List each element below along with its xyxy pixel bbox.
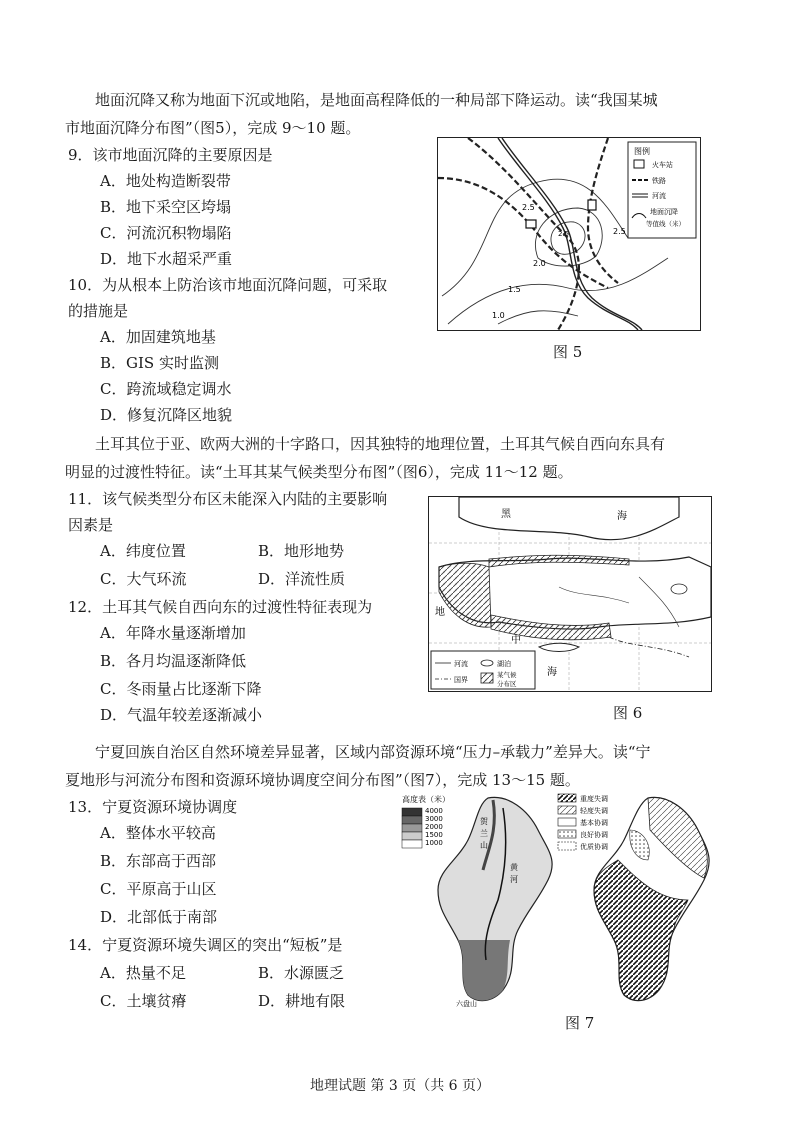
label-river: 河: [510, 875, 518, 884]
figure-5-caption: 图 5: [553, 343, 583, 361]
q13-option-d[interactable]: D．北部低于南部: [100, 908, 218, 926]
railway-line: [438, 178, 608, 288]
q13-option-a[interactable]: A．整体水平较高: [100, 824, 216, 842]
contour-label: 2.5: [522, 203, 535, 212]
contour-label: 2.5: [613, 227, 626, 236]
contour-line: [448, 258, 668, 324]
q10-stem-line2: 的措施是: [68, 302, 129, 320]
q12-option-b[interactable]: B．各月均温逐渐降低: [100, 652, 247, 670]
fig7-legend-good: 良好协调: [580, 831, 608, 839]
figure-7: [398, 790, 716, 1010]
black-sea-shape: [459, 497, 679, 540]
q14-stem: 14．宁夏资源环境失调区的突出“短板”是: [68, 936, 343, 954]
q14-option-d[interactable]: D．耕地有限: [258, 992, 346, 1010]
station-icon: [588, 200, 596, 210]
figure-5-map: [437, 137, 701, 331]
legend-lake-icon: [481, 660, 493, 666]
elev-swatch: [402, 832, 422, 840]
figure-6-map: [428, 496, 712, 692]
q9-option-d[interactable]: D．地下水超采严重: [100, 250, 233, 268]
q9-stem: 9．该市地面沉降的主要原因是: [68, 146, 273, 164]
elev-swatch: [402, 840, 422, 848]
q13-stem: 13．宁夏资源环境协调度: [68, 798, 238, 816]
intro1-line2: 市地面沉降分布图”（图5），完成 9～10 题。: [65, 119, 361, 137]
q11-option-d[interactable]: D．洋流性质: [258, 570, 346, 588]
fig6-legend-river: 河流: [454, 660, 468, 668]
label-black-sea-2: 海: [617, 511, 627, 522]
label-lan: 兰: [480, 829, 488, 838]
figure-5-svg: [438, 138, 700, 330]
q11-stem-line1: 11．该气候类型分布区未能深入内陆的主要影响: [68, 490, 388, 508]
contour-label: 1.0: [492, 311, 505, 320]
climate-area: [439, 563, 491, 627]
q9-option-a[interactable]: A．地处构造断裂带: [100, 172, 231, 190]
q10-option-a[interactable]: A．加固建筑地基: [100, 328, 216, 346]
fig7-legend-excellent: 优质协调: [580, 843, 608, 851]
legend-severe-icon: [558, 794, 576, 802]
elev-swatch: [402, 808, 422, 816]
fig5-legend-title: 图例: [634, 147, 650, 156]
legend-mild-icon: [558, 806, 576, 814]
q12-option-d[interactable]: D．气温年较差逐渐减小: [100, 706, 263, 724]
lake-icon: [671, 584, 687, 594]
cyprus-shape: [539, 643, 579, 651]
q13-option-b[interactable]: B．东部高于西部: [100, 852, 217, 870]
fig7-elev-3000: 3000: [425, 815, 443, 823]
q14-option-b[interactable]: B．水源匮乏: [258, 964, 345, 982]
fig7-elev-1000: 1000: [425, 839, 443, 847]
page-footer: 地理试题 第 3 页（共 6 页）: [309, 1078, 491, 1094]
q12-option-c[interactable]: C．冬雨量占比逐渐下降: [100, 680, 262, 698]
label-black-sea-1: 黑: [501, 509, 511, 520]
figure-7-svg: [398, 790, 716, 1010]
legend-excellent-icon: [558, 842, 576, 850]
contour-label: 1.5: [508, 285, 521, 294]
intro1-line1: 地面沉降又称为地面下沉或地陷，是地面高程降低的一种局部下降运动。读“我国某城: [95, 91, 658, 109]
label-med-sea-3: 海: [547, 667, 557, 678]
label-med-sea-2: 中: [511, 635, 521, 646]
intro2-line2: 明显的过渡性特征。读“土耳其某气候类型分布图”（图6），完成 11～12 题。: [65, 463, 573, 481]
fig5-legend-contour: 等值线（米）: [646, 220, 685, 228]
legend-good-icon: [558, 830, 576, 838]
fig7-elev-1500: 1500: [425, 831, 443, 839]
intro2-line1: 土耳其位于亚、欧两大洲的十字路口，因其独特的地理位置，土耳其气候自西向东具有: [95, 435, 666, 453]
fig7-legend-severe: 重度失调: [580, 795, 608, 803]
label-he: 贺: [480, 817, 488, 826]
q10-option-d[interactable]: D．修复沉降区地貌: [100, 406, 233, 424]
figure-7-caption: 图 7: [565, 1014, 595, 1032]
q14-option-a[interactable]: A．热量不足: [100, 964, 186, 982]
fig5-legend-station: 火车站: [652, 161, 673, 169]
fig7-elev-2000: 2000: [425, 823, 443, 831]
q11-option-c[interactable]: C．大气环流: [100, 570, 187, 588]
q10-option-b[interactable]: B．GIS 实时监测: [100, 354, 219, 372]
q9-option-b[interactable]: B．地下采空区垮塌: [100, 198, 232, 216]
q13-option-c[interactable]: C．平原高于山区: [100, 880, 217, 898]
label-med-sea-1: 地: [435, 607, 445, 618]
legend-station-icon: [634, 160, 644, 168]
q12-option-a[interactable]: A．年降水量逐渐增加: [100, 624, 246, 642]
q11-option-a[interactable]: A．纬度位置: [100, 542, 186, 560]
label-liupan-mountain: 六盘山: [456, 1000, 477, 1008]
q10-option-c[interactable]: C．跨流域稳定调水: [100, 380, 232, 398]
fig7-elev-title: 高度表（米）: [402, 795, 450, 804]
contour-line: [551, 222, 585, 254]
fig6-legend-border: 国界: [454, 676, 468, 684]
q11-option-b[interactable]: B．地形地势: [258, 542, 345, 560]
elev-swatch: [402, 824, 422, 832]
fig7-elev-4000: 4000: [425, 807, 443, 815]
fig6-legend-climate-1: 某气候: [497, 671, 517, 679]
fig5-legend-river: 河流: [652, 192, 666, 200]
fig6-legend-climate-2: 分布区: [497, 680, 517, 688]
figure-6-svg: [429, 497, 711, 691]
fig6-legend-lake: 湖泊: [497, 660, 511, 668]
fig5-legend-subsidence: 地面沉降: [650, 208, 678, 216]
figure-6-caption: 图 6: [613, 704, 643, 722]
border-line: [609, 637, 689, 657]
label-huang: 黄: [510, 863, 518, 872]
q11-stem-line2: 因素是: [68, 516, 114, 534]
legend-climate-icon: [481, 673, 493, 683]
q9-option-c[interactable]: C．河流沉积物塌陷: [100, 224, 232, 242]
fig5-legend-railway: 铁路: [652, 177, 666, 185]
contour-line: [442, 179, 628, 296]
elev-swatch: [402, 816, 422, 824]
q12-stem: 12．土耳其气候自西向东的过渡性特征表现为: [68, 598, 373, 616]
legend-basic-icon: [558, 818, 576, 826]
intro3-line2: 夏地形与河流分布图和资源环境协调度空间分布图”（图7），完成 13～15 题。: [65, 771, 580, 789]
fig7-legend-basic: 基本协调: [580, 819, 608, 827]
q10-stem-line1: 10．为从根本上防治该市地面沉降问题，可采取: [68, 276, 388, 294]
label-shan: 山: [480, 841, 488, 850]
station-icon: [526, 220, 536, 228]
contour-label: 2.5: [558, 230, 570, 238]
fig7-legend-mild: 轻度失调: [580, 807, 608, 815]
intro3-line1: 宁夏回族自治区自然环境差异显著，区域内部资源环境“压力–承载力”差异大。读“宁: [95, 743, 651, 761]
q14-option-c[interactable]: C．土壤贫瘠: [100, 992, 187, 1010]
contour-label: 2.0: [533, 259, 546, 268]
